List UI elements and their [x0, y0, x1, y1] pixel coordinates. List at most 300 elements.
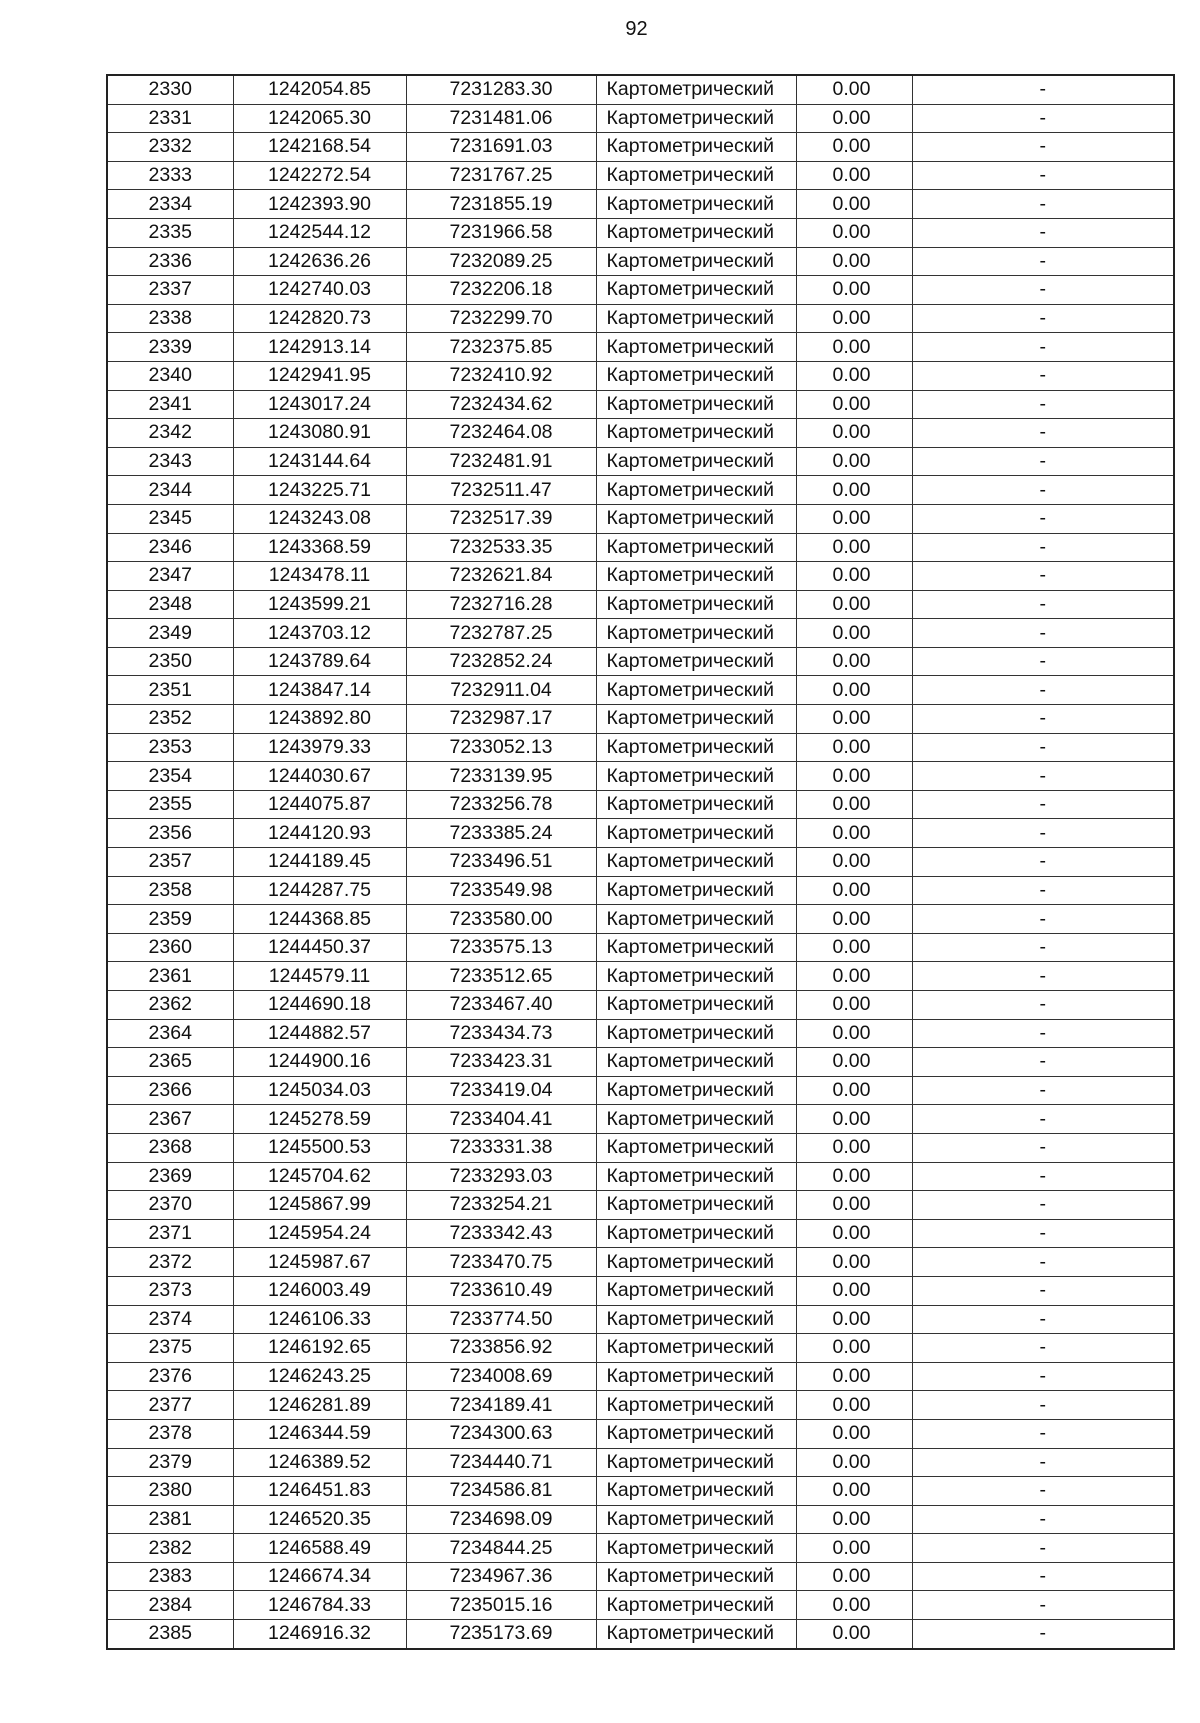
- error-cell: 0.00: [796, 876, 912, 905]
- point-number-cell: 2338: [107, 304, 233, 333]
- table-row: [107, 1248, 1174, 1277]
- point-number-cell: 2334: [107, 190, 233, 219]
- method-cell: Картометрический: [596, 933, 796, 962]
- method-cell: Картометрический: [596, 476, 796, 505]
- x-coordinate-cell: 1246520.35: [233, 1505, 406, 1534]
- method-cell: Картометрический: [596, 562, 796, 591]
- description-cell: -: [912, 304, 1174, 333]
- y-coordinate-cell: 7233512.65: [406, 962, 596, 991]
- table-row: [107, 848, 1174, 877]
- point-number-cell: 2356: [107, 819, 233, 848]
- description-cell: -: [912, 1248, 1174, 1277]
- table-row: [107, 247, 1174, 276]
- table-row: [107, 133, 1174, 162]
- error-cell: 0.00: [796, 1391, 912, 1420]
- y-coordinate-cell: 7233254.21: [406, 1191, 596, 1220]
- point-number-cell: 2354: [107, 762, 233, 791]
- table-row: [107, 447, 1174, 476]
- y-coordinate-cell: 7233774.50: [406, 1305, 596, 1334]
- x-coordinate-cell: 1242636.26: [233, 247, 406, 276]
- x-coordinate-cell: 1245867.99: [233, 1191, 406, 1220]
- x-coordinate-cell: 1243243.08: [233, 504, 406, 533]
- error-cell: 0.00: [796, 1477, 912, 1506]
- method-cell: Картометрический: [596, 161, 796, 190]
- x-coordinate-cell: 1242065.30: [233, 104, 406, 133]
- point-number-cell: 2348: [107, 590, 233, 619]
- method-cell: Картометрический: [596, 876, 796, 905]
- x-coordinate-cell: 1243789.64: [233, 647, 406, 676]
- y-coordinate-cell: 7233256.78: [406, 790, 596, 819]
- y-coordinate-cell: 7233052.13: [406, 733, 596, 762]
- method-cell: Картометрический: [596, 1362, 796, 1391]
- description-cell: -: [912, 533, 1174, 562]
- point-number-cell: 2364: [107, 1019, 233, 1048]
- table-row: [107, 790, 1174, 819]
- error-cell: 0.00: [796, 190, 912, 219]
- x-coordinate-cell: 1246106.33: [233, 1305, 406, 1334]
- x-coordinate-cell: 1244120.93: [233, 819, 406, 848]
- point-number-cell: 2384: [107, 1591, 233, 1620]
- table-row: [107, 1191, 1174, 1220]
- x-coordinate-cell: 1246281.89: [233, 1391, 406, 1420]
- point-number-cell: 2353: [107, 733, 233, 762]
- error-cell: 0.00: [796, 733, 912, 762]
- y-coordinate-cell: 7232375.85: [406, 333, 596, 362]
- x-coordinate-cell: 1244450.37: [233, 933, 406, 962]
- x-coordinate-cell: 1243478.11: [233, 562, 406, 591]
- error-cell: 0.00: [796, 991, 912, 1020]
- point-number-cell: 2367: [107, 1105, 233, 1134]
- description-cell: -: [912, 790, 1174, 819]
- table-row: [107, 1419, 1174, 1448]
- x-coordinate-cell: 1243080.91: [233, 419, 406, 448]
- y-coordinate-cell: 7233331.38: [406, 1133, 596, 1162]
- point-number-cell: 2340: [107, 361, 233, 390]
- description-cell: -: [912, 1191, 1174, 1220]
- x-coordinate-cell: 1245278.59: [233, 1105, 406, 1134]
- method-cell: Картометрический: [596, 1133, 796, 1162]
- method-cell: Картометрический: [596, 333, 796, 362]
- error-cell: 0.00: [796, 819, 912, 848]
- y-coordinate-cell: 7231481.06: [406, 104, 596, 133]
- error-cell: 0.00: [796, 905, 912, 934]
- point-number-cell: 2385: [107, 1620, 233, 1649]
- error-cell: 0.00: [796, 276, 912, 305]
- error-cell: 0.00: [796, 1591, 912, 1620]
- x-coordinate-cell: 1244075.87: [233, 790, 406, 819]
- error-cell: 0.00: [796, 361, 912, 390]
- error-cell: 0.00: [796, 533, 912, 562]
- table-row: [107, 562, 1174, 591]
- method-cell: Картометрический: [596, 619, 796, 648]
- method-cell: Картометрический: [596, 1248, 796, 1277]
- point-number-cell: 2379: [107, 1448, 233, 1477]
- y-coordinate-cell: 7234300.63: [406, 1419, 596, 1448]
- method-cell: Картометрический: [596, 1477, 796, 1506]
- x-coordinate-cell: 1246784.33: [233, 1591, 406, 1620]
- method-cell: Картометрический: [596, 733, 796, 762]
- method-cell: Картометрический: [596, 762, 796, 791]
- description-cell: -: [912, 75, 1174, 104]
- y-coordinate-cell: 7232299.70: [406, 304, 596, 333]
- description-cell: -: [912, 1448, 1174, 1477]
- table-row: [107, 1534, 1174, 1563]
- y-coordinate-cell: 7232434.62: [406, 390, 596, 419]
- error-cell: 0.00: [796, 504, 912, 533]
- point-number-cell: 2339: [107, 333, 233, 362]
- y-coordinate-cell: 7232089.25: [406, 247, 596, 276]
- method-cell: Картометрический: [596, 590, 796, 619]
- y-coordinate-cell: 7234008.69: [406, 1362, 596, 1391]
- table-row: [107, 762, 1174, 791]
- description-cell: -: [912, 991, 1174, 1020]
- table-row: [107, 419, 1174, 448]
- y-coordinate-cell: 7232206.18: [406, 276, 596, 305]
- description-cell: -: [912, 1562, 1174, 1591]
- error-cell: 0.00: [796, 1133, 912, 1162]
- description-cell: -: [912, 1620, 1174, 1649]
- table-row: [107, 933, 1174, 962]
- method-cell: Картометрический: [596, 75, 796, 104]
- table-row: [107, 1477, 1174, 1506]
- description-cell: -: [912, 104, 1174, 133]
- description-cell: -: [912, 161, 1174, 190]
- description-cell: -: [912, 1419, 1174, 1448]
- method-cell: Картометрический: [596, 1505, 796, 1534]
- method-cell: Картометрический: [596, 819, 796, 848]
- point-number-cell: 2352: [107, 705, 233, 734]
- method-cell: Картометрический: [596, 848, 796, 877]
- table-row: [107, 590, 1174, 619]
- error-cell: 0.00: [796, 390, 912, 419]
- method-cell: Картометрический: [596, 1105, 796, 1134]
- table-row: [107, 676, 1174, 705]
- x-coordinate-cell: 1244690.18: [233, 991, 406, 1020]
- method-cell: Картометрический: [596, 1620, 796, 1649]
- y-coordinate-cell: 7233856.92: [406, 1334, 596, 1363]
- point-number-cell: 2373: [107, 1276, 233, 1305]
- y-coordinate-cell: 7233549.98: [406, 876, 596, 905]
- description-cell: -: [912, 647, 1174, 676]
- y-coordinate-cell: 7231966.58: [406, 218, 596, 247]
- method-cell: Картометрический: [596, 1419, 796, 1448]
- y-coordinate-cell: 7233423.31: [406, 1048, 596, 1077]
- x-coordinate-cell: 1243847.14: [233, 676, 406, 705]
- description-cell: -: [912, 1019, 1174, 1048]
- table-row: [107, 390, 1174, 419]
- x-coordinate-cell: 1246003.49: [233, 1276, 406, 1305]
- description-cell: -: [912, 447, 1174, 476]
- description-cell: -: [912, 733, 1174, 762]
- description-cell: -: [912, 1477, 1174, 1506]
- x-coordinate-cell: 1244030.67: [233, 762, 406, 791]
- description-cell: -: [912, 218, 1174, 247]
- y-coordinate-cell: 7233496.51: [406, 848, 596, 877]
- y-coordinate-cell: 7233610.49: [406, 1276, 596, 1305]
- y-coordinate-cell: 7232511.47: [406, 476, 596, 505]
- x-coordinate-cell: 1243703.12: [233, 619, 406, 648]
- method-cell: Картометрический: [596, 647, 796, 676]
- error-cell: 0.00: [796, 1048, 912, 1077]
- point-number-cell: 2345: [107, 504, 233, 533]
- x-coordinate-cell: 1243144.64: [233, 447, 406, 476]
- point-number-cell: 2331: [107, 104, 233, 133]
- y-coordinate-cell: 7231283.30: [406, 75, 596, 104]
- y-coordinate-cell: 7232621.84: [406, 562, 596, 591]
- method-cell: Картометрический: [596, 390, 796, 419]
- method-cell: Картометрический: [596, 133, 796, 162]
- x-coordinate-cell: 1242272.54: [233, 161, 406, 190]
- y-coordinate-cell: 7234967.36: [406, 1562, 596, 1591]
- description-cell: -: [912, 1591, 1174, 1620]
- error-cell: 0.00: [796, 1105, 912, 1134]
- table-row: [107, 533, 1174, 562]
- page-number: 92: [625, 18, 648, 40]
- point-number-cell: 2359: [107, 905, 233, 934]
- x-coordinate-cell: 1244368.85: [233, 905, 406, 934]
- table-body: [107, 75, 1174, 1649]
- error-cell: 0.00: [796, 133, 912, 162]
- x-coordinate-cell: 1243979.33: [233, 733, 406, 762]
- y-coordinate-cell: 7232911.04: [406, 676, 596, 705]
- x-coordinate-cell: 1244882.57: [233, 1019, 406, 1048]
- error-cell: 0.00: [796, 333, 912, 362]
- description-cell: -: [912, 848, 1174, 877]
- description-cell: -: [912, 1534, 1174, 1563]
- method-cell: Картометрический: [596, 218, 796, 247]
- description-cell: -: [912, 933, 1174, 962]
- method-cell: Картометрический: [596, 304, 796, 333]
- x-coordinate-cell: 1242544.12: [233, 218, 406, 247]
- point-number-cell: 2335: [107, 218, 233, 247]
- error-cell: 0.00: [796, 419, 912, 448]
- y-coordinate-cell: 7232533.35: [406, 533, 596, 562]
- y-coordinate-cell: 7233385.24: [406, 819, 596, 848]
- method-cell: Картометрический: [596, 1534, 796, 1563]
- table-row: [107, 962, 1174, 991]
- error-cell: 0.00: [796, 790, 912, 819]
- method-cell: Картометрический: [596, 1076, 796, 1105]
- y-coordinate-cell: 7233419.04: [406, 1076, 596, 1105]
- y-coordinate-cell: 7232787.25: [406, 619, 596, 648]
- x-coordinate-cell: 1243368.59: [233, 533, 406, 562]
- point-number-cell: 2378: [107, 1419, 233, 1448]
- error-cell: 0.00: [796, 1362, 912, 1391]
- point-number-cell: 2377: [107, 1391, 233, 1420]
- description-cell: -: [912, 1334, 1174, 1363]
- error-cell: 0.00: [796, 762, 912, 791]
- x-coordinate-cell: 1245500.53: [233, 1133, 406, 1162]
- point-number-cell: 2358: [107, 876, 233, 905]
- method-cell: Картометрический: [596, 905, 796, 934]
- point-number-cell: 2357: [107, 848, 233, 877]
- point-number-cell: 2371: [107, 1219, 233, 1248]
- description-cell: -: [912, 1505, 1174, 1534]
- error-cell: 0.00: [796, 1505, 912, 1534]
- table-row: [107, 1505, 1174, 1534]
- point-number-cell: 2382: [107, 1534, 233, 1563]
- error-cell: 0.00: [796, 161, 912, 190]
- description-cell: -: [912, 876, 1174, 905]
- table-row: [107, 75, 1174, 104]
- description-cell: -: [912, 361, 1174, 390]
- description-cell: -: [912, 190, 1174, 219]
- error-cell: 0.00: [796, 676, 912, 705]
- table-row: [107, 1620, 1174, 1649]
- description-cell: -: [912, 1105, 1174, 1134]
- description-cell: -: [912, 705, 1174, 734]
- y-coordinate-cell: 7233580.00: [406, 905, 596, 934]
- error-cell: 0.00: [796, 1162, 912, 1191]
- method-cell: Картометрический: [596, 790, 796, 819]
- table-row: [107, 1048, 1174, 1077]
- x-coordinate-cell: 1242054.85: [233, 75, 406, 104]
- table-row: [107, 1076, 1174, 1105]
- description-cell: -: [912, 676, 1174, 705]
- error-cell: 0.00: [796, 75, 912, 104]
- y-coordinate-cell: 7232464.08: [406, 419, 596, 448]
- table-row: [107, 1448, 1174, 1477]
- y-coordinate-cell: 7233434.73: [406, 1019, 596, 1048]
- error-cell: 0.00: [796, 447, 912, 476]
- method-cell: Картометрический: [596, 361, 796, 390]
- error-cell: 0.00: [796, 590, 912, 619]
- x-coordinate-cell: 1245034.03: [233, 1076, 406, 1105]
- error-cell: 0.00: [796, 1305, 912, 1334]
- point-number-cell: 2342: [107, 419, 233, 448]
- error-cell: 0.00: [796, 1219, 912, 1248]
- point-number-cell: 2350: [107, 647, 233, 676]
- point-number-cell: 2355: [107, 790, 233, 819]
- point-number-cell: 2381: [107, 1505, 233, 1534]
- description-cell: -: [912, 1276, 1174, 1305]
- x-coordinate-cell: 1242168.54: [233, 133, 406, 162]
- point-number-cell: 2376: [107, 1362, 233, 1391]
- y-coordinate-cell: 7235173.69: [406, 1620, 596, 1649]
- table-row: [107, 476, 1174, 505]
- table-row: [107, 1276, 1174, 1305]
- point-number-cell: 2330: [107, 75, 233, 104]
- y-coordinate-cell: 7235015.16: [406, 1591, 596, 1620]
- description-cell: -: [912, 562, 1174, 591]
- point-number-cell: 2333: [107, 161, 233, 190]
- table-row: [107, 1562, 1174, 1591]
- error-cell: 0.00: [796, 1248, 912, 1277]
- table-row: [107, 1019, 1174, 1048]
- description-cell: -: [912, 962, 1174, 991]
- point-number-cell: 2368: [107, 1133, 233, 1162]
- y-coordinate-cell: 7234440.71: [406, 1448, 596, 1477]
- method-cell: Картометрический: [596, 676, 796, 705]
- error-cell: 0.00: [796, 1620, 912, 1649]
- method-cell: Картометрический: [596, 962, 796, 991]
- error-cell: 0.00: [796, 562, 912, 591]
- table-row: [107, 1591, 1174, 1620]
- x-coordinate-cell: 1242820.73: [233, 304, 406, 333]
- x-coordinate-cell: 1245704.62: [233, 1162, 406, 1191]
- method-cell: Картометрический: [596, 1276, 796, 1305]
- description-cell: -: [912, 1362, 1174, 1391]
- point-number-cell: 2344: [107, 476, 233, 505]
- method-cell: Картометрический: [596, 1391, 796, 1420]
- method-cell: Картометрический: [596, 247, 796, 276]
- error-cell: 0.00: [796, 1419, 912, 1448]
- table-row: [107, 1219, 1174, 1248]
- method-cell: Картометрический: [596, 104, 796, 133]
- point-number-cell: 2341: [107, 390, 233, 419]
- method-cell: Картометрический: [596, 533, 796, 562]
- error-cell: 0.00: [796, 1448, 912, 1477]
- y-coordinate-cell: 7232410.92: [406, 361, 596, 390]
- error-cell: 0.00: [796, 476, 912, 505]
- x-coordinate-cell: 1246243.25: [233, 1362, 406, 1391]
- error-cell: 0.00: [796, 218, 912, 247]
- table-row: [107, 1391, 1174, 1420]
- description-cell: -: [912, 504, 1174, 533]
- x-coordinate-cell: 1244900.16: [233, 1048, 406, 1077]
- x-coordinate-cell: 1242941.95: [233, 361, 406, 390]
- error-cell: 0.00: [796, 1191, 912, 1220]
- table-row: [107, 276, 1174, 305]
- y-coordinate-cell: 7233575.13: [406, 933, 596, 962]
- method-cell: Картометрический: [596, 1191, 796, 1220]
- point-number-cell: 2383: [107, 1562, 233, 1591]
- method-cell: Картометрический: [596, 1162, 796, 1191]
- x-coordinate-cell: 1246916.32: [233, 1620, 406, 1649]
- method-cell: Картометрический: [596, 1305, 796, 1334]
- x-coordinate-cell: 1246192.65: [233, 1334, 406, 1363]
- method-cell: Картометрический: [596, 705, 796, 734]
- error-cell: 0.00: [796, 1076, 912, 1105]
- x-coordinate-cell: 1243599.21: [233, 590, 406, 619]
- description-cell: -: [912, 133, 1174, 162]
- point-number-cell: 2343: [107, 447, 233, 476]
- description-cell: -: [912, 1076, 1174, 1105]
- description-cell: -: [912, 1305, 1174, 1334]
- x-coordinate-cell: 1245987.67: [233, 1248, 406, 1277]
- point-number-cell: 2351: [107, 676, 233, 705]
- y-coordinate-cell: 7232852.24: [406, 647, 596, 676]
- y-coordinate-cell: 7231691.03: [406, 133, 596, 162]
- description-cell: -: [912, 1391, 1174, 1420]
- table-row: [107, 1133, 1174, 1162]
- y-coordinate-cell: 7233470.75: [406, 1248, 596, 1277]
- table-row: [107, 218, 1174, 247]
- method-cell: Картометрический: [596, 1019, 796, 1048]
- point-number-cell: 2337: [107, 276, 233, 305]
- coordinates-table: [106, 74, 1175, 1650]
- table-row: [107, 1334, 1174, 1363]
- x-coordinate-cell: 1246674.34: [233, 1562, 406, 1591]
- description-cell: -: [912, 1048, 1174, 1077]
- error-cell: 0.00: [796, 962, 912, 991]
- error-cell: 0.00: [796, 247, 912, 276]
- point-number-cell: 2369: [107, 1162, 233, 1191]
- description-cell: -: [912, 247, 1174, 276]
- point-number-cell: 2374: [107, 1305, 233, 1334]
- y-coordinate-cell: 7234189.41: [406, 1391, 596, 1420]
- description-cell: -: [912, 619, 1174, 648]
- error-cell: 0.00: [796, 1562, 912, 1591]
- x-coordinate-cell: 1245954.24: [233, 1219, 406, 1248]
- y-coordinate-cell: 7232517.39: [406, 504, 596, 533]
- y-coordinate-cell: 7231767.25: [406, 161, 596, 190]
- y-coordinate-cell: 7234844.25: [406, 1534, 596, 1563]
- description-cell: -: [912, 1162, 1174, 1191]
- point-number-cell: 2370: [107, 1191, 233, 1220]
- error-cell: 0.00: [796, 933, 912, 962]
- x-coordinate-cell: 1244579.11: [233, 962, 406, 991]
